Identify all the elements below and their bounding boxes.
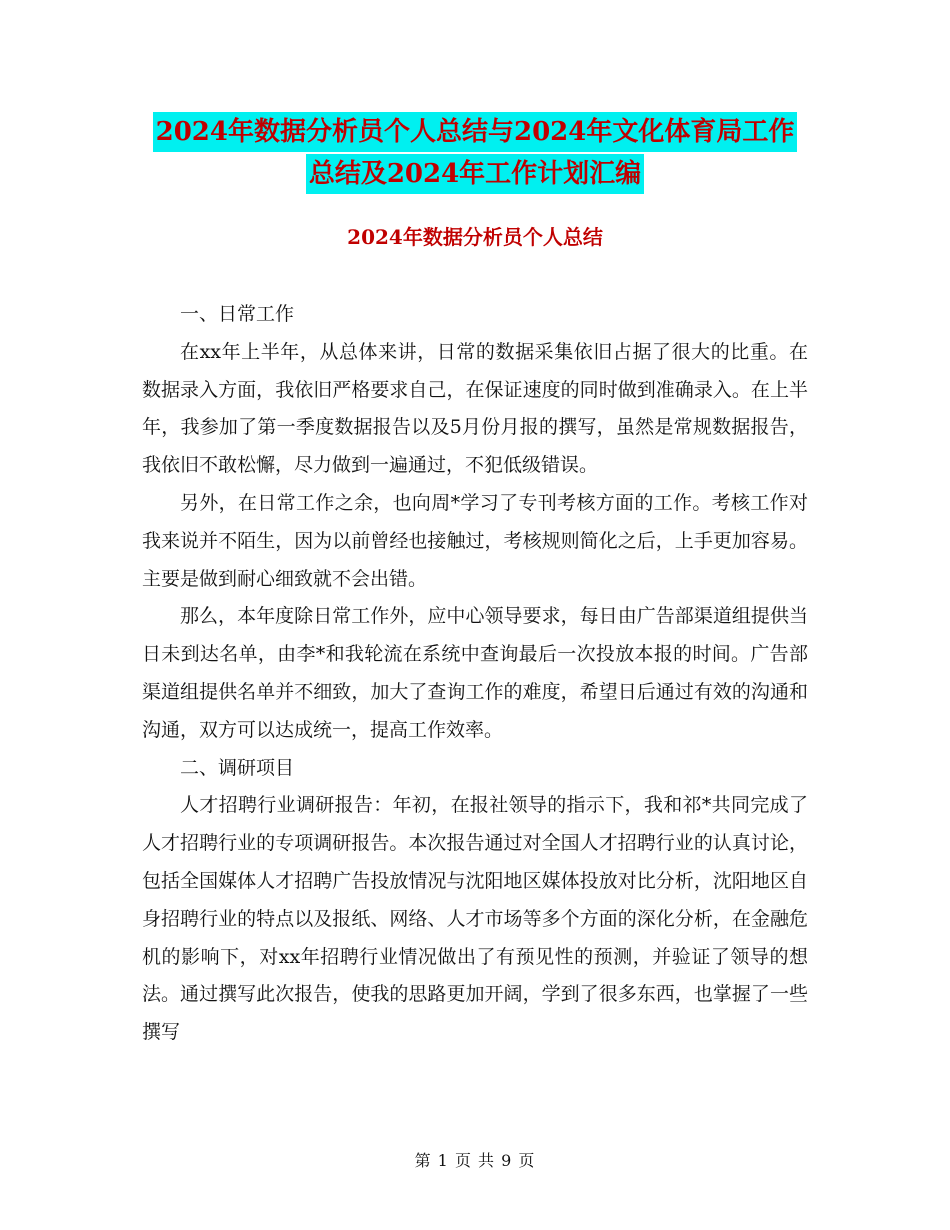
document-title bbox=[0, 112, 950, 194]
title-line-2: 总结及2024年工作计划汇编 bbox=[306, 154, 644, 194]
heading-research-projects: 二、调研项目 bbox=[180, 756, 295, 779]
paragraph: 另外，在日常工作之余，也向周*学习了专刊考核方面的工作。考核工作对我来说并不陌生，因为以前曾经也接触过，考核规则简化之后，上手更加容易。主要是做到耐心细致就不会出错。 bbox=[142, 491, 808, 590]
heading-daily-work: 一、日常工作 bbox=[180, 303, 295, 325]
section-title: 2024年数据分析员个人总结 bbox=[347, 225, 603, 249]
paragraph: 在xx年上半年，从总体来讲，日常的数据采集依旧占据了很大的比重。在数据录入方面，我依旧严格要求自己，在保证速度的同时做到准确录入。在上半年，我参加了第一季度数据报告以及5月份月报的撰写，虽然是常规数据报告，我依旧不敢松懈，尽力做到一遍通过，不犯低级错误。 bbox=[142, 340, 808, 477]
document-body bbox=[142, 296, 808, 1052]
title-line-1: 2024年数据分析员个人总结与2024年文化体育局工作 bbox=[153, 112, 798, 152]
paragraph: 那么，本年度除日常工作外，应中心领导要求，每日由广告部渠道组提供当日未到达名单，由李*和我轮流在系统中查询最后一次投放本报的时间。广告部渠道组提供名单并不细致，加大了查询工作的难度，希望日后通过有效的沟通和沟通，双方可以达成统一，提高工作效率。 bbox=[142, 605, 808, 741]
paragraph: 人才招聘行业调研报告：年初，在报社领导的指示下，我和祁*共同完成了人才招聘行业的专项调研报告。本次报告通过对全国人才招聘行业的认真讨论，包括全国媒体人才招聘广告投放情况与沈阳地区媒体投放对比分析，沈阳地区自身招聘行业的特点以及报纸、网络、人才市场等多个方面的深化分析，在金融危机的影响下，对xx年招聘行业情况做出了有预见性的预测，并验证了领导的想法。通过撰写此次报告，使我的思路更加开阔，学到了很多东西，也掌握了一些撰写 bbox=[142, 794, 808, 1044]
page-footer: 第 1 页 共 9 页 bbox=[414, 1151, 536, 1170]
